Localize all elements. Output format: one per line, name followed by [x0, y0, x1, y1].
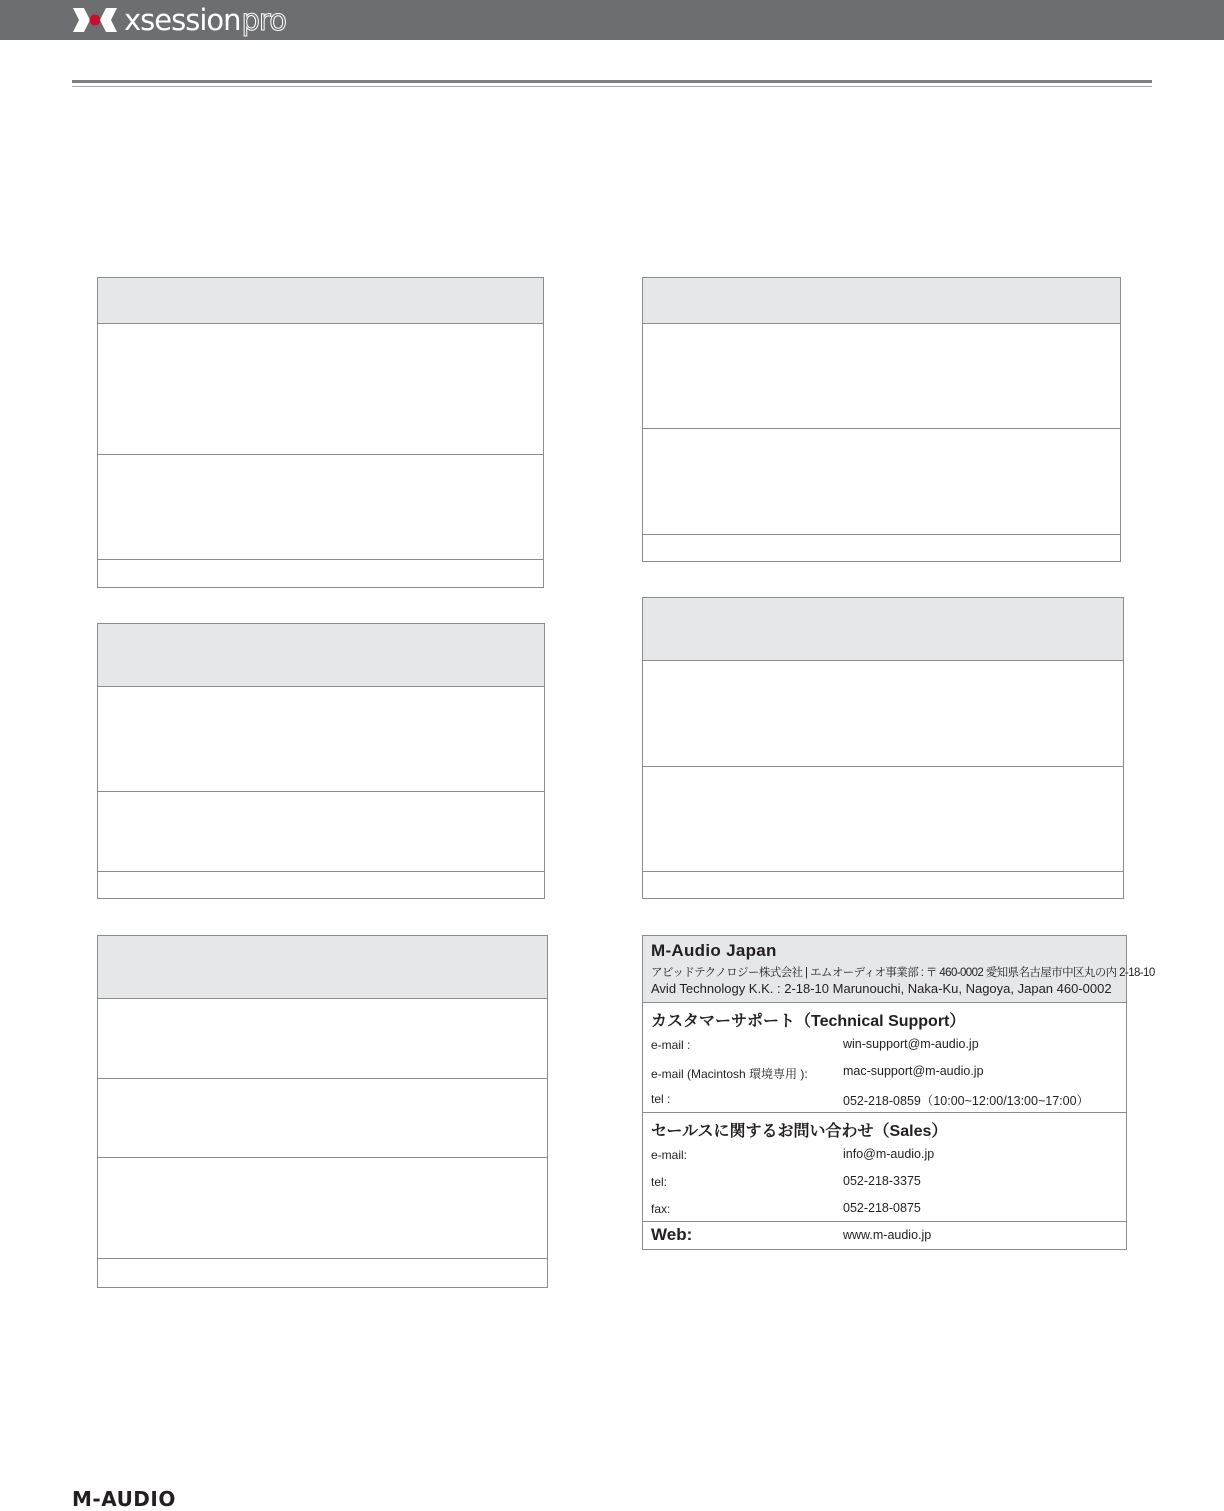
- xsession-mark-icon: [70, 4, 120, 36]
- row-separator: [98, 1078, 547, 1079]
- address-japanese: アビッドテクノロジー株式会社 | エムオーディオ事業部 : 〒 460-0002 愛知県名古屋市中区丸の内 2-18-10: [651, 967, 1155, 979]
- header-rule-thin: [72, 86, 1152, 87]
- support-mac-email-label: e-mail (Macintosh 環境専用 ):: [651, 1067, 808, 1081]
- sales-email-label: e-mail:: [651, 1148, 688, 1162]
- support-email-value[interactable]: win-support@m-audio.jp: [843, 1037, 979, 1051]
- contact-title: M-Audio Japan: [651, 941, 777, 960]
- header-bar: [0, 0, 1224, 40]
- contact-box-header: [98, 936, 547, 999]
- contact-box-left-1: [97, 277, 544, 588]
- sales-email-value[interactable]: info@m-audio.jp: [843, 1147, 935, 1161]
- row-separator: [98, 1258, 547, 1259]
- row-separator: [98, 454, 543, 455]
- contact-box-header: [98, 278, 543, 324]
- xsession-pro-logo: [70, 4, 286, 36]
- m-audio-brand-logo: M-AUDIO: [72, 1487, 176, 1511]
- row-separator: [98, 871, 544, 872]
- support-heading: カスタマーサポート（Technical Support）: [651, 1013, 966, 1030]
- web-label: Web:: [651, 1225, 693, 1244]
- logo-suffix: pro: [241, 3, 286, 37]
- support-mac-email-value[interactable]: mac-support@m-audio.jp: [843, 1064, 984, 1078]
- row-separator: [98, 1157, 547, 1158]
- m-audio-japan-contact: [642, 935, 1155, 1250]
- section-divider: [643, 1112, 1126, 1113]
- web-url[interactable]: www.m-audio.jp: [843, 1228, 932, 1242]
- sales-tel-label: tel:: [651, 1175, 668, 1189]
- sales-fax-value: 052-218-0875: [843, 1201, 921, 1215]
- sales-fax-label: fax:: [651, 1202, 671, 1216]
- section-divider: [643, 1221, 1126, 1222]
- row-separator: [643, 871, 1123, 872]
- logo-word: xsession: [124, 3, 241, 37]
- header-rule: [72, 80, 1152, 83]
- address-english: Avid Technology K.K. : 2-18-10 Marunouchi, Naka-Ku, Nagoya, Japan 460-0002: [651, 981, 1112, 996]
- row-separator: [643, 428, 1120, 429]
- contact-box-left-2: [97, 623, 545, 899]
- contact-box-right-1: [642, 277, 1121, 562]
- row-separator: [98, 559, 543, 560]
- row-separator: [643, 534, 1120, 535]
- contact-box-right-2: [642, 597, 1124, 899]
- contact-box-left-3: [97, 935, 548, 1288]
- row-separator: [98, 791, 544, 792]
- contact-box-header: [643, 278, 1120, 324]
- support-tel-label: tel :: [651, 1092, 671, 1106]
- sales-tel-value: 052-218-3375: [843, 1174, 921, 1188]
- support-tel-value: 052-218-0859（10:00~12:00/13:00~17:00）: [843, 1094, 1090, 1108]
- sales-heading: セールスに関するお問い合わせ（Sales）: [651, 1123, 948, 1140]
- support-email-label: e-mail :: [651, 1038, 691, 1052]
- contact-box-header: [643, 598, 1123, 661]
- row-separator: [643, 766, 1123, 767]
- contact-box-header: [98, 624, 544, 687]
